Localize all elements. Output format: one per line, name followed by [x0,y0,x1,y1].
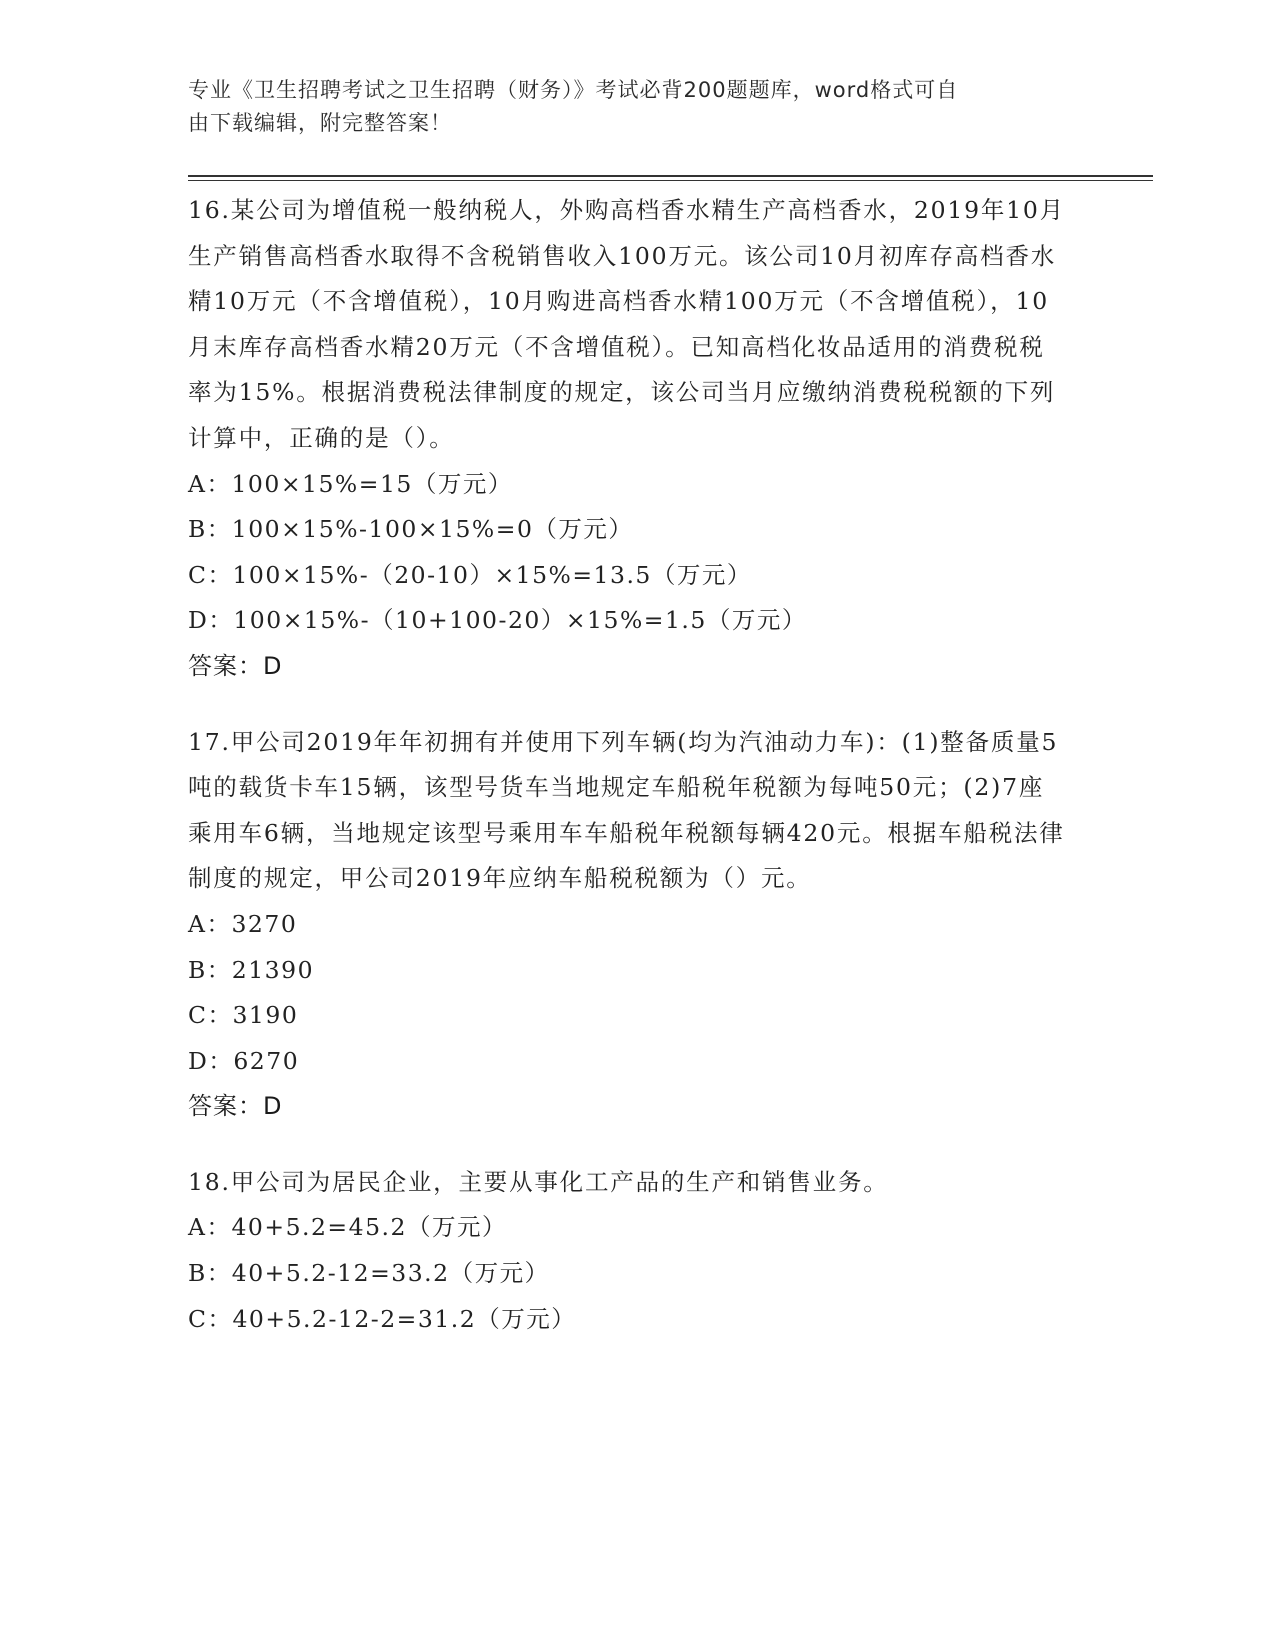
option-d: D：100×15%-（10+100-20）×15%=1.5（万元） [188,606,807,635]
option-a: A：40+5.2=45.2（万元） [188,1213,507,1242]
question-17 [188,720,1068,1130]
option-b: B：40+5.2-12=33.2（万元） [188,1259,550,1288]
option-d: D：6270 [188,1046,300,1075]
option-b: B：21390 [188,955,315,984]
option-c: C：3190 [188,1001,299,1030]
header-line-1: 专业《卫生招聘考试之卫生招聘（财务）》考试必背200题题库，word格式可自 [188,78,959,102]
option-c: C：100×15%-（20-10）×15%=13.5（万元） [188,560,752,589]
option-b: B：100×15%-100×15%=0（万元） [188,515,634,544]
document-header [188,74,1068,140]
question-text: 17.甲公司2019年年初拥有并使用下列车辆(均为汽油动力车)：(1)整备质量5吨的载货卡车15辆，该型号货车当地规定车船税年税额为每吨50元；(2)7座乘用车6辆，当地规定该型号乘用车车船税年税额每辆420元。根据车船税法律制度的规定，甲公司2019年应纳车船税税额为（）元。 [188,727,1065,893]
question-text: 16.某公司为增值税一般纳税人，外购高档香水精生产高档香水，2019年10月生产销售高档香水取得不含税销售收入100万元。该公司10月初库存高档香水精10万元（不含增值税），10月购进高档香水精100万元（不含增值税），10月末库存高档香水精20万元（不含增值税）。已知高档化妆品适用的消费税税率为15%。根据消费税法律制度的规定，该公司当月应缴纳消费税税额的下列计算中，正确的是（）。 [188,196,1065,452]
header-line-2: 由下载编辑，附完整答案！ [188,111,452,135]
header-divider-thin [188,180,1153,181]
option-a: A：3270 [188,909,298,938]
answer-line: 答案：D [188,1092,283,1121]
question-16 [188,188,1068,690]
question-18 [188,1160,1068,1342]
header-divider-thick [188,175,1153,177]
question-text: 18.甲公司为居民企业，主要从事化工产品的生产和销售业务。 [188,1167,889,1196]
option-a: A：100×15%=15（万元） [188,469,513,498]
question-list [188,188,1068,1372]
option-c: C：40+5.2-12-2=31.2（万元） [188,1304,577,1333]
answer-line: 答案：D [188,651,283,680]
